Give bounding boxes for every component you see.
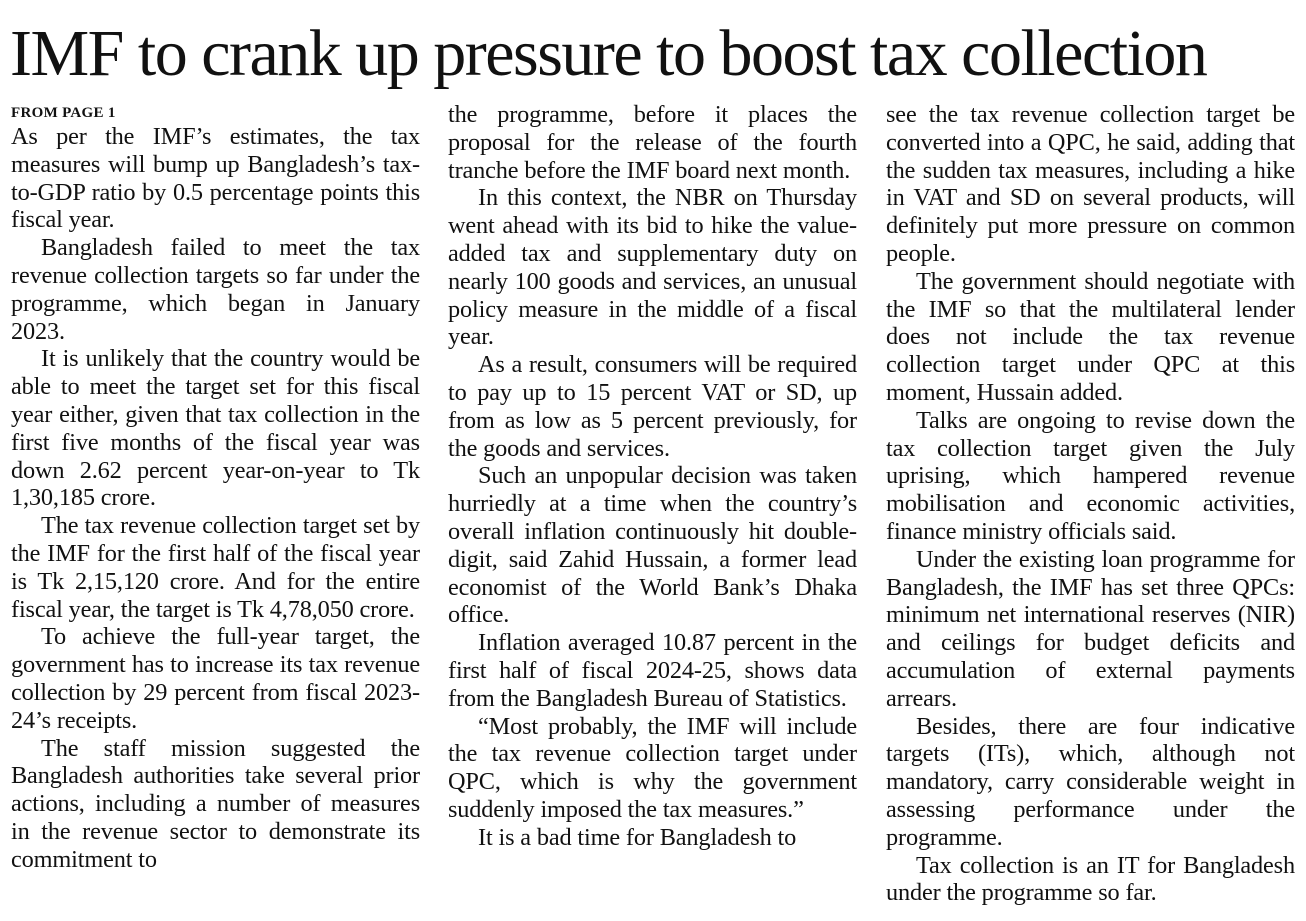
paragraph: It is a bad time for Bangladesh to	[478, 823, 797, 851]
paragraph: As per the IMF’s estimates, the tax measures will bump up Bangladesh’s tax-to-GDP ratio by 0.5 percentage points this fiscal year.	[11, 123, 420, 234]
paragraph: Bangladesh failed to meet the tax revenue collection targets so far under the programme, which began in January 2023.	[11, 234, 420, 345]
paragraph: The staff mission suggested the Bangladesh authorities take several prior actions, including a number of measures in the revenue sector to demonstrate its commitment to	[11, 734, 420, 873]
paragraph: Tax collection is an IT for Bangladesh under the programme so far.	[886, 851, 1295, 907]
paragraph: As a result, consumers will be required to pay up to 15 percent VAT or SD, up from as low as 5 percent previously, for the goods and services.	[448, 351, 857, 462]
paragraph: Talks are ongoing to revise down the tax collection target given the July uprising, which hampered revenue mobilisation and economic activities, finance ministry officials said.	[886, 406, 1295, 545]
paragraph: see the tax revenue collection target be converted into a QPC, he said, adding that the sudden tax measures, including a hike in VAT and SD on several products, will definitely put more pressure on common people.	[886, 101, 1295, 267]
paragraph: Besides, there are four indicative targets (ITs), which, although not mandatory, carry considerable weight in assessing performance under the programme.	[886, 712, 1295, 851]
paragraph: In this context, the NBR on Thursday went ahead with its bid to hike the value-added tax and supplementary duty on nearly 100 goods and services, an unusual policy measure in the middle of a fiscal year.	[448, 184, 857, 351]
headline: IMF to crank up pressure to boost tax collection	[10, 17, 1207, 90]
paragraph: Inflation averaged 10.87 percent in the first half of fiscal 2024-25, shows data from the Bangladesh Bureau of Statistics.	[448, 629, 857, 712]
paragraph: Such an unpopular decision was taken hurriedly at a time when the country’s overall inflation continuously hit double-digit, said Zahid Hussain, a former lead economist of the World Bank’s Dhaka office.	[448, 462, 857, 629]
jump-label: FROM PAGE 1	[11, 105, 116, 121]
paragraph: It is unlikely that the country would be able to meet the target set for this fiscal year either, given that tax collection in the first five months of the fiscal year was down 2.62 percent year-on-year to Tk 1,30,185 crore.	[11, 345, 420, 512]
paragraph: To achieve the full-year target, the government has to increase its tax revenue collection by 29 percent from fiscal 2023-24’s receipts.	[11, 623, 420, 734]
article-column-3	[886, 101, 1295, 907]
article-column-1	[11, 123, 420, 913]
paragraph: The government should negotiate with the IMF so that the multilateral lender does not include the tax revenue collection target under QPC at this moment, Hussain added.	[886, 267, 1295, 406]
paragraph: “Most probably, the IMF will include the tax revenue collection target under QPC, which is why the government suddenly imposed the tax measures.”	[448, 712, 857, 823]
paragraph: The tax revenue collection target set by the IMF for the first half of the fiscal year is Tk 2,15,120 crore. And for the entire fiscal year, the target is Tk 4,78,050 crore.	[11, 512, 420, 623]
paragraph: the programme, before it places the proposal for the release of the fourth tranche before the IMF board next month.	[448, 101, 857, 184]
article-column-2	[448, 101, 857, 891]
paragraph: Under the existing loan programme for Bangladesh, the IMF has set three QPCs: minimum net international reserves (NIR) and ceilings for budget deficits and accumulation of external payments arrears.	[886, 545, 1295, 712]
